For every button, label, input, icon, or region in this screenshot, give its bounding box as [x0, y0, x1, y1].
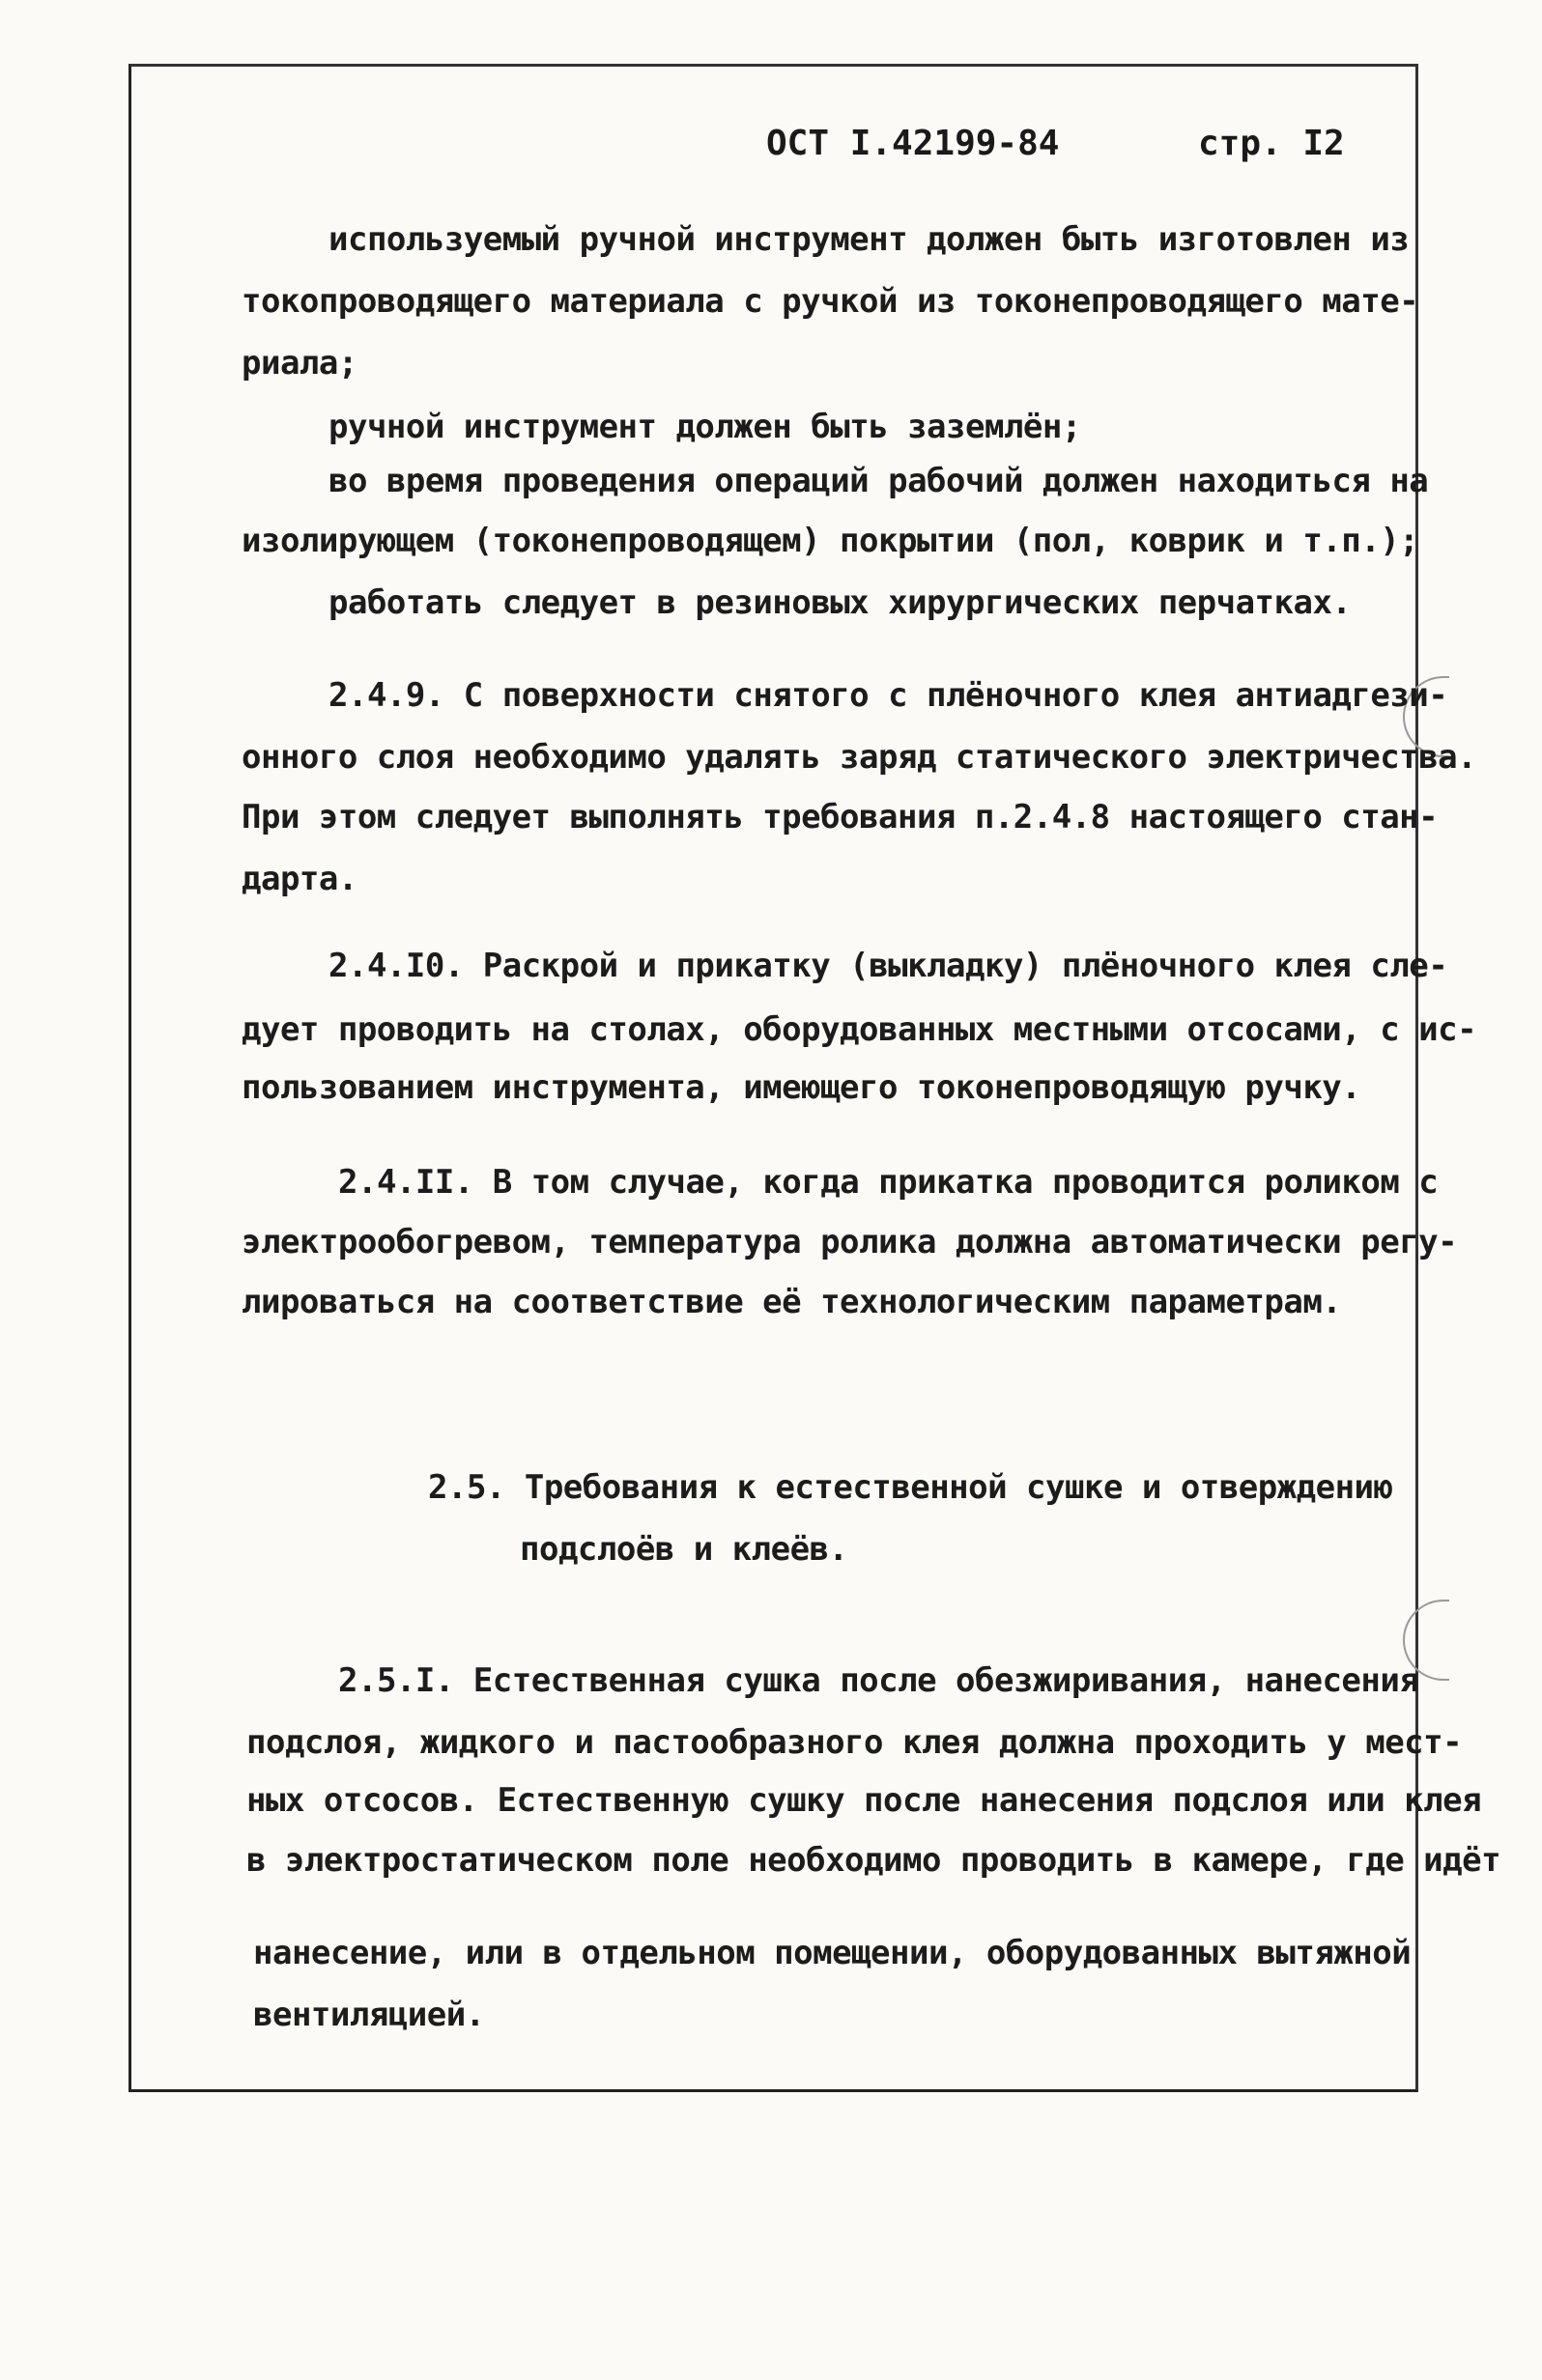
text-line: онного слоя необходимо удалять заряд статического электричества. [242, 738, 1477, 777]
text-line: нанесение, или в отдельном помещении, оборудованных вытяжной [253, 1934, 1412, 1972]
text-line: дарта. [242, 860, 357, 898]
section-heading-2-5: 2.5. Требования к естественной сушке и отверждению [428, 1468, 1393, 1507]
text-line: токопроводящего материала с ручкой из токонепроводящего мате- [242, 282, 1419, 321]
text-line: дует проводить на столах, оборудованных местными отсосами, с ис- [242, 1010, 1477, 1049]
text-line: электрообогревом, температура ролика должна автоматически регу- [242, 1223, 1458, 1261]
paragraph-2-4-11: 2.4.II. В том случае, когда прикатка проводится роликом с [338, 1163, 1439, 1202]
text-line: в электростатическом поле необходимо проводить в камере, где идёт [246, 1841, 1501, 1880]
text-line: работать следует в резиновых хирургических перчатках. [328, 583, 1352, 622]
text-line: При этом следует выполнять требования п.2.4.8 настоящего стан- [242, 798, 1439, 836]
paragraph-2-4-10: 2.4.I0. Раскрой и прикатку (выкладку) плёночного клея сле- [328, 947, 1448, 985]
text-line: ручной инструмент должен быть заземлён; [328, 408, 1081, 446]
text-line: риала; [242, 344, 357, 382]
text-line: во время проведения операций рабочий должен находиться на [328, 462, 1429, 500]
text-line: вентиляцией. [253, 1996, 485, 2034]
page-number: стр. I2 [1198, 124, 1345, 163]
text-line: используемый ручной инструмент должен быть изготовлен из [328, 220, 1410, 259]
paragraph-2-5-1: 2.5.I. Естественная сушка после обезжиривания, нанесения [338, 1661, 1419, 1700]
document-id: ОСТ I.42199-84 [766, 124, 1060, 163]
text-line: изолирующем (токонепроводящем) покрытии (пол, коврик и т.п.); [242, 522, 1419, 560]
section-heading-2-5-cont: подслоёв и клеёв. [520, 1530, 848, 1569]
text-line: лироваться на соответствие её технологическим параметрам. [242, 1283, 1342, 1321]
text-line: пользованием инструмента, имеющего токонепроводящую ручку. [242, 1068, 1361, 1107]
paragraph-2-4-9: 2.4.9. С поверхности снятого с плёночного клея антиадгези- [328, 676, 1448, 715]
text-line: подслоя, жидкого и пастообразного клея должна проходить у мест- [246, 1723, 1463, 1762]
text-line: ных отсосов. Естественную сушку после нанесения подслоя или клея [246, 1781, 1482, 1820]
